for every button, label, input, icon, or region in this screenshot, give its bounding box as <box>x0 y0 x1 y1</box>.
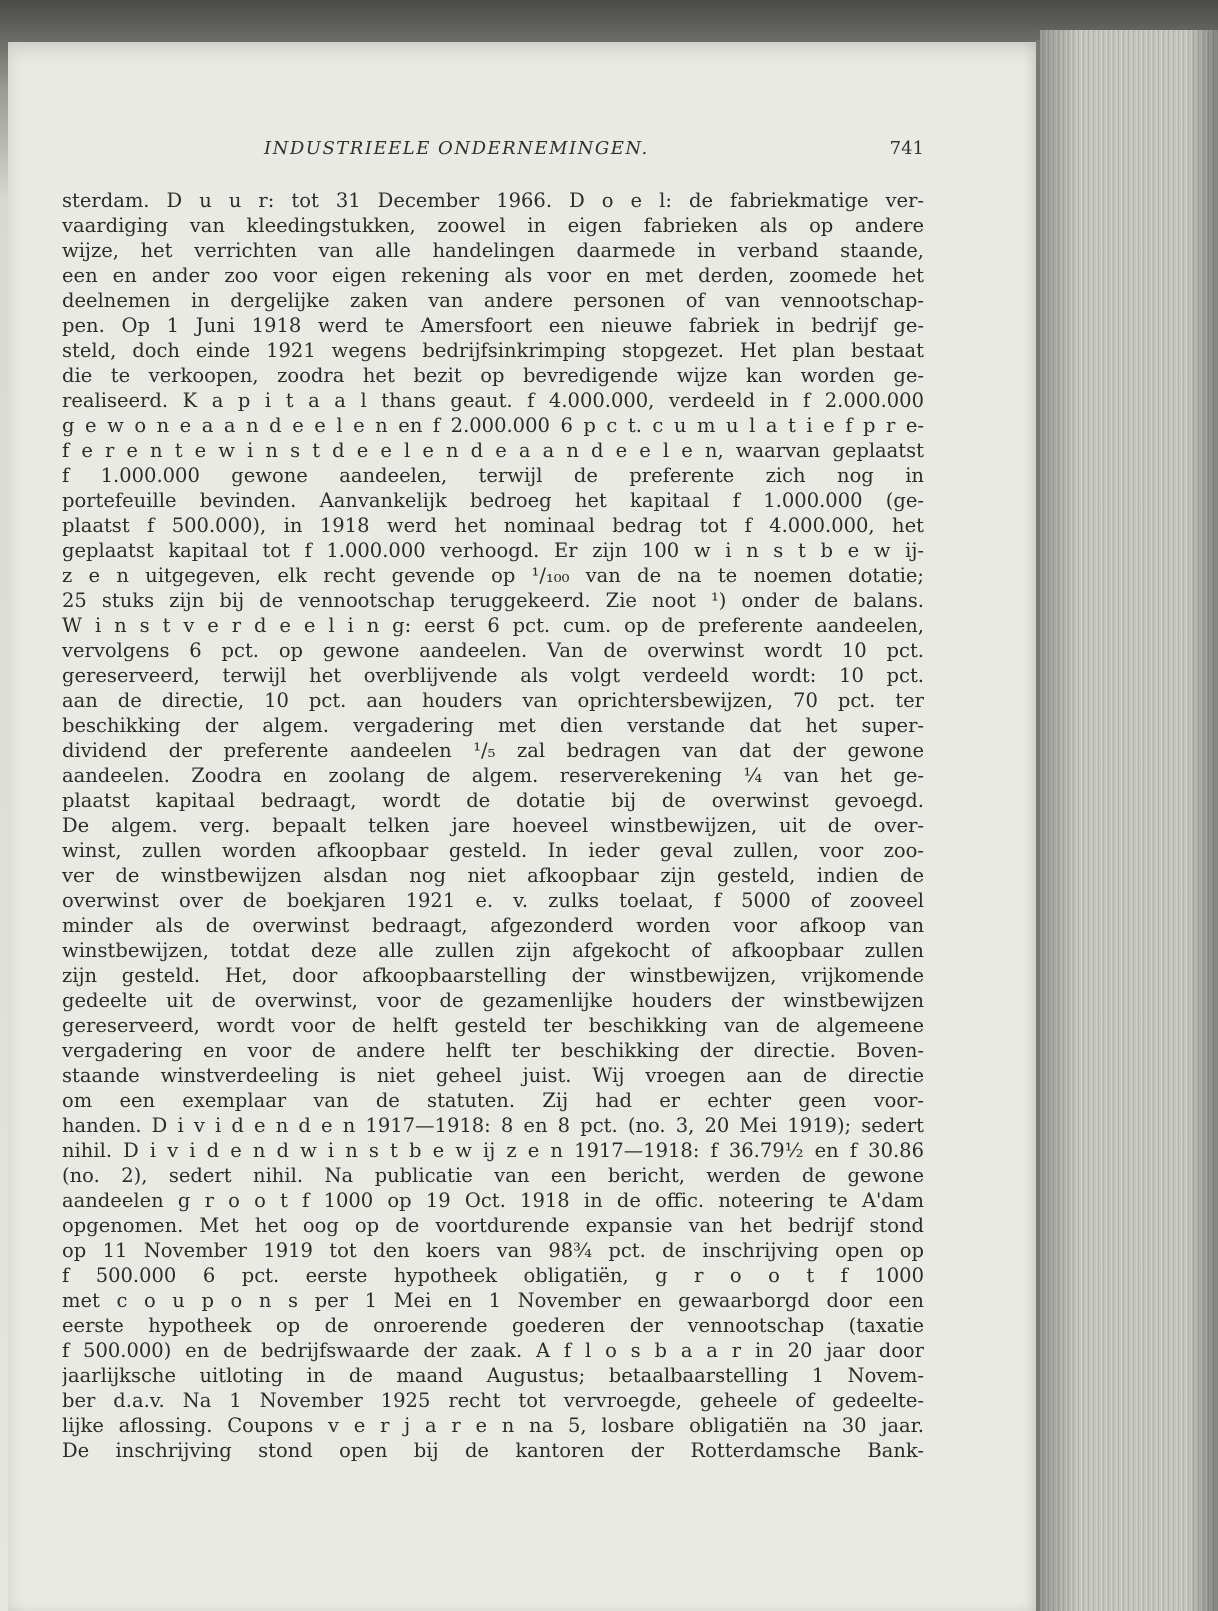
text-line: portefeuille bevinden. Aanvankelijk bedroeg het kapitaal f 1.000.000 (ge- <box>62 489 924 512</box>
text-line: jaarlijksche uitloting in de maand Augustus; betaalbaarstelling 1 Novem- <box>62 1364 924 1387</box>
text-line: overwinst over de boekjaren 1921 e. v. zulks toelaat, f 5000 of zooveel <box>62 889 924 912</box>
page-number: 741 <box>889 138 924 159</box>
text-line: gereserveerd, wordt voor de helft gesteld ter beschikking van de algemeene <box>62 1014 924 1037</box>
text-line: met c o u p o n s per 1 Mei en 1 November en gewaarborgd door een <box>62 1289 924 1312</box>
text-line: minder als de overwinst bedraagt, afgezonderd worden voor afkoop van <box>62 914 924 937</box>
text-line: 25 stuks zijn bij de vennootschap teruggekeerd. Zie noot ¹) onder de balans. <box>62 589 924 612</box>
text-line: aandeelen g r o o t f 1000 op 19 Oct. 1918 in de offic. noteering te A'dam <box>62 1189 924 1212</box>
text-line: gereserveerd, terwijl het overblijvende als volgt verdeeld wordt: 10 pct. <box>62 664 924 687</box>
text-line: z e n uitgegeven, elk recht gevende op ¹/₁₀₀ van de na te noemen dotatie; <box>62 564 924 587</box>
text-line: staande winstverdeeling is niet geheel juist. Wij vroegen aan de directie <box>62 1064 924 1087</box>
text-line: De algem. verg. bepaalt telken jare hoeveel winstbewijzen, uit de over- <box>62 814 924 837</box>
text-line: eerste hypotheek op de onroerende goederen der vennootschap (taxatie <box>62 1314 924 1337</box>
text-line: realiseerd. K a p i t a a l thans geaut. f 4.000.000, verdeeld in f 2.000.000 <box>62 389 924 412</box>
text-line: pen. Op 1 Juni 1918 werd te Amersfoort een nieuwe fabriek in bedrijf ge- <box>62 314 924 337</box>
text-line: winstbewijzen, totdat deze alle zullen zijn afgekocht of afkoopbaar zullen <box>62 939 924 962</box>
text-line: zijn gesteld. Het, door afkoopbaarstelling der winstbewijzen, vrijkomende <box>62 964 924 987</box>
text-line: deelnemen in dergelijke zaken van andere personen of van vennootschap- <box>62 289 924 312</box>
text-line: aan de directie, 10 pct. aan houders van oprichtersbewijzen, 70 pct. ter <box>62 689 924 712</box>
page-edges-shadow <box>1038 30 1218 1611</box>
text-line: vaardiging van kleedingstukken, zoowel in eigen fabrieken als op andere <box>62 214 924 237</box>
text-line: plaatst f 500.000), in 1918 werd het nominaal bedrag tot f 4.000.000, het <box>62 514 924 537</box>
text-line: vervolgens 6 pct. op gewone aandeelen. Van de overwinst wordt 10 pct. <box>62 639 924 662</box>
text-line: op 11 November 1919 tot den koers van 98¾ pct. de inschrijving open op <box>62 1239 924 1262</box>
text-line: De inschrijving stond open bij de kantoren der Rotterdamsche Bank- <box>62 1439 924 1462</box>
text-line: opgenomen. Met het oog op de voortdurende expansie van het bedrijf stond <box>62 1214 924 1237</box>
text-line: een en ander zoo voor eigen rekening als voor en met derden, zoomede het <box>62 264 924 287</box>
text-line: dividend der preferente aandeelen ¹/₅ zal bedragen van dat der gewone <box>62 739 924 762</box>
text-line: ber d.a.v. Na 1 November 1925 recht tot vervroegde, geheele of gedeelte- <box>62 1389 924 1412</box>
body-text <box>62 188 924 1463</box>
page-header <box>64 138 924 166</box>
text-line: f 500.000 6 pct. eerste hypotheek obligatiën, g r o o t f 1000 <box>62 1264 924 1287</box>
text-line: plaatst kapitaal bedraagt, wordt de dotatie bij de overwinst gevoegd. <box>62 789 924 812</box>
text-line: winst, zullen worden afkoopbaar gesteld. In ieder geval zullen, voor zoo- <box>62 839 924 862</box>
text-line: beschikking der algem. vergadering met dien verstande dat het super- <box>62 714 924 737</box>
text-line: g e w o n e a a n d e e l e n en f 2.000.000 6 p c t. c u m u l a t i e f p r e- <box>62 414 924 437</box>
text-line: f 1.000.000 gewone aandeelen, terwijl de preferente zich nog in <box>62 464 924 487</box>
text-line: nihil. D i v i d e n d w i n s t b e w ij z e n 1917—1918: f 36.79½ en f 30.86 <box>62 1139 924 1162</box>
text-line: steld, doch einde 1921 wegens bedrijfsinkrimping stopgezet. Het plan bestaat <box>62 339 924 362</box>
text-line: handen. D i v i d e n d e n 1917—1918: 8 en 8 pct. (no. 3, 20 Mei 1919); sedert <box>62 1114 924 1137</box>
text-line: wijze, het verrichten van alle handelingen daarmede in verband staande, <box>62 239 924 262</box>
text-line: (no. 2), sedert nihil. Na publicatie van een bericht, werden de gewone <box>62 1164 924 1187</box>
text-line: f 500.000) en de bedrijfswaarde der zaak. A f l o s b a a r in 20 jaar door <box>62 1339 924 1362</box>
text-line: gedeelte uit de overwinst, voor de gezamenlijke houders der winstbewijzen <box>62 989 924 1012</box>
text-line: vergadering en voor de andere helft ter beschikking der directie. Boven- <box>62 1039 924 1062</box>
text-line: ver de winstbewijzen alsdan nog niet afkoopbaar zijn gesteld, indien de <box>62 864 924 887</box>
text-line: die te verkoopen, zoodra het bezit op bevredigende wijze kan worden ge- <box>62 364 924 387</box>
text-line: lijke aflossing. Coupons v e r j a r e n na 5, losbare obligatiën na 30 jaar. <box>62 1414 924 1437</box>
text-line: sterdam. D u u r: tot 31 December 1966. D o e l: de fabriekmatige ver- <box>62 189 924 212</box>
page-edge-line <box>1036 40 1040 1611</box>
text-line: om een exemplaar van de statuten. Zij had er echter geen voor- <box>62 1089 924 1112</box>
text-line: W i n s t v e r d e e l i n g: eerst 6 pct. cum. op de preferente aandeelen, <box>62 614 924 637</box>
text-line: geplaatst kapitaal tot f 1.000.000 verhoogd. Er zijn 100 w i n s t b e w ij- <box>62 539 924 562</box>
text-line: f e r e n t e w i n s t d e e l e n d e a a n d e e l e n, waarvan geplaatst <box>62 439 924 462</box>
running-head: INDUSTRIEELE ONDERNEMINGEN. <box>264 138 649 159</box>
text-line: aandeelen. Zoodra en zoolang de algem. reserverekening ¼ van het ge- <box>62 764 924 787</box>
